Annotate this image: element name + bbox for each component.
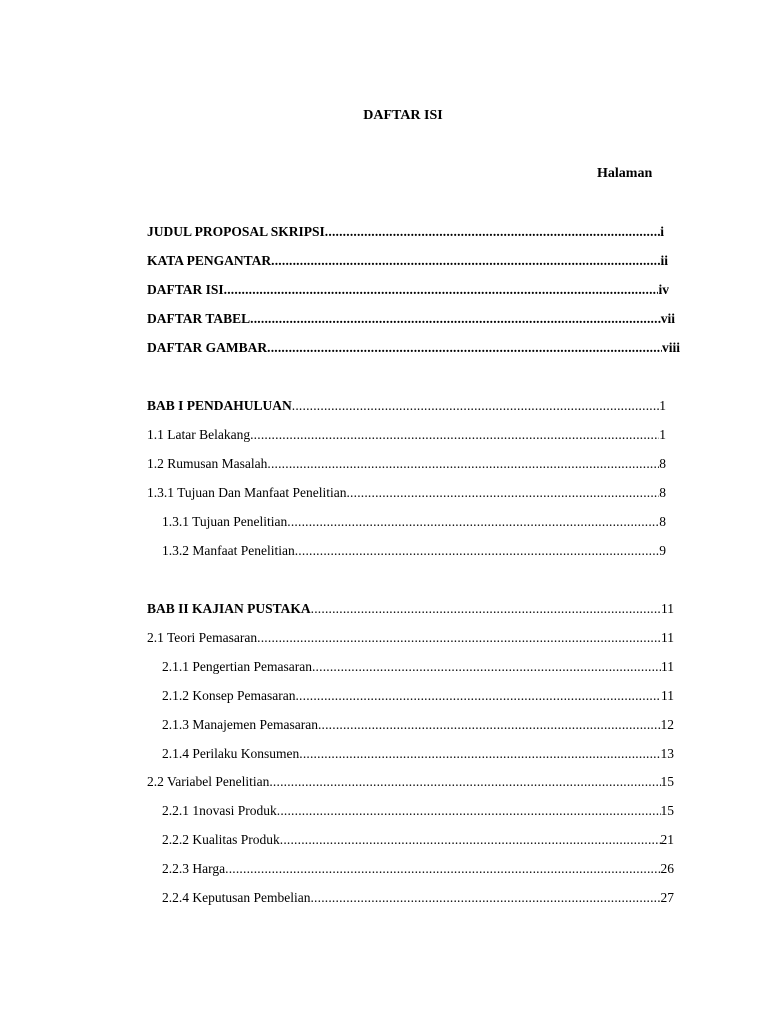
toc-entry [162,745,674,763]
toc-entry [162,513,666,531]
toc-entry-page: 21 [660,832,674,847]
toc-entry [162,716,674,734]
toc-entry-page: ii [660,253,668,268]
toc-entry-page: 8 [659,485,666,500]
toc-entry-page: 15 [660,774,674,789]
toc-leader [250,426,659,444]
toc-entry-label: JUDUL PROPOSAL SKRIPSI [147,224,325,239]
toc-leader [310,889,660,907]
toc-entry-page: viii [661,340,680,355]
toc-entry [147,629,674,647]
toc-entry-label: 2.2.3 Harga [162,861,226,876]
toc-entry [147,281,669,299]
toc-entry-label: 1.3.2 Manfaat Penelitian [162,543,295,558]
toc-entry-label: DAFTAR GAMBAR [147,340,268,355]
toc-entry-label: BAB II KAJIAN PUSTAKA [147,601,311,616]
toc-entry-page: 11 [661,688,674,703]
toc-entry [147,252,668,270]
toc-entry-label: 1.2 Rumusan Masalah [147,456,268,471]
toc-entry [147,223,664,241]
toc-leader [271,252,660,270]
toc-leader [257,629,661,647]
toc-leader [325,223,660,241]
toc-entry-label: 2.2.4 Keputusan Pembelian [162,890,311,905]
toc-entry [147,484,666,502]
toc-leader [312,658,661,676]
toc-entry-label: 2.1.4 Perilaku Konsumen [162,746,300,761]
page-title: DAFTAR ISI [363,108,443,123]
toc-leader [295,542,660,560]
toc-entry [147,426,666,444]
toc-entry-label: 2.2 Variabel Penelitian [147,774,270,789]
toc-leader [295,687,661,705]
toc-entry-label: 1.3.1 Tujuan Penelitian [162,514,288,529]
toc-entry [162,542,666,560]
toc-leader [318,716,661,734]
toc-leader [287,513,659,531]
toc-entry-page: 15 [660,803,674,818]
toc-entry [147,339,680,357]
toc-entry-page: 26 [660,861,674,876]
toc-entry-page: 11 [661,601,674,616]
toc-entry-page: 8 [659,514,666,529]
toc-entry-page: vii [660,311,675,326]
toc-entry-label: 2.2.2 Kualitas Produk [162,832,280,847]
toc-entry [162,802,674,820]
toc-entry-page: iv [658,282,669,297]
toc-entry [162,889,674,907]
toc-entry [162,831,674,849]
toc-entry-label: 2.1.1 Pengertian Pemasaran [162,659,312,674]
toc-entry-page: 9 [659,543,666,558]
toc-entry [162,658,674,676]
toc-entry-page: 11 [661,659,674,674]
toc-entry-label: DAFTAR TABEL [147,311,251,326]
toc-leader [292,397,659,415]
toc-entry-page: 8 [659,456,666,471]
toc-entry-page: 11 [661,630,674,645]
toc-chapter-entry [147,600,674,618]
toc-entry [162,860,674,878]
toc-chapter-entry [147,397,666,415]
toc-entry [147,455,666,473]
toc-entry-page: 27 [660,890,674,905]
toc-leader [269,773,660,791]
toc-entry-page: 13 [660,746,674,761]
toc-entry-label: KATA PENGANTAR [147,253,272,268]
toc-entry-label: 1.1 Latar Belakang [147,427,251,442]
toc-leader [311,600,661,618]
toc-leader [299,745,660,763]
toc-entry-label: 2.1.2 Konsep Pemasaran [162,688,296,703]
toc-entry-page: 1 [659,427,666,442]
toc-leader [280,831,661,849]
toc-leader [224,281,659,299]
toc-leader [267,455,659,473]
toc-entry-page: 1 [659,398,666,413]
toc-entry-page: i [660,224,664,239]
toc-entry-label: 2.1 Teori Pemasaran [147,630,258,645]
toc-leader [346,484,659,502]
toc-leader [250,310,661,328]
toc-entry-page: 12 [660,717,674,732]
toc-leader [225,860,660,878]
toc-entry [147,773,674,791]
toc-entry-label: 2.2.1 1novasi Produk [162,803,277,818]
page-column-header: Halaman [597,166,653,181]
toc-entry [162,687,674,705]
toc-entry-label: 1.3.1 Tujuan Dan Manfaat Penelitian [147,485,347,500]
toc-entry-label: 2.1.3 Manajemen Pemasaran [162,717,318,732]
toc-entry-label: DAFTAR ISI [147,282,224,297]
toc-leader [267,339,662,357]
toc-leader [277,802,661,820]
toc-entry [147,310,675,328]
toc-entry-label: BAB I PENDAHULUAN [147,398,292,413]
